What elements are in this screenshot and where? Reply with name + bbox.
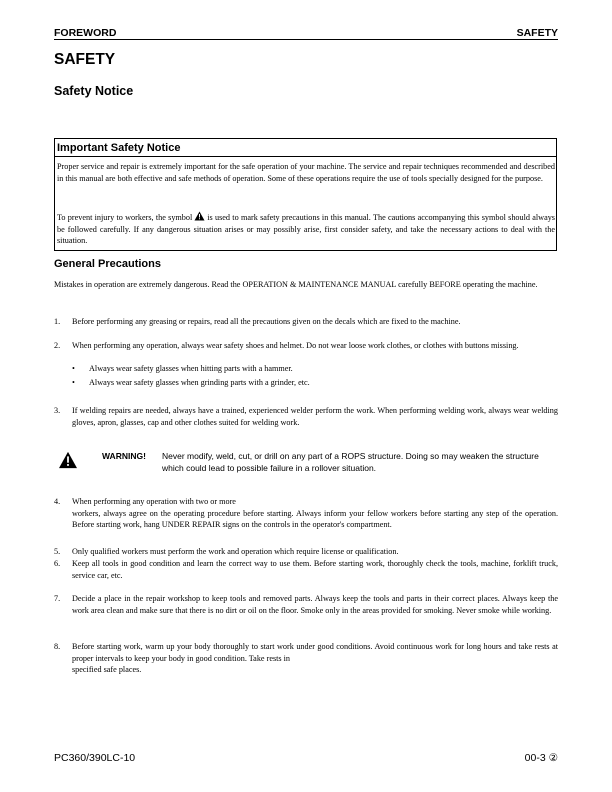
notice-p2-after: is used to mark safety precautions in this manual. The cautions accompanying this symbol should always be followed carefully. If any dangerous situation arises or may possibly arise, first consider safety, and take the necessary actions to deal with the situation. bbox=[57, 213, 555, 245]
warning-label: WARNING! bbox=[102, 451, 146, 461]
important-safety-notice-box bbox=[54, 138, 557, 251]
notice-paragraph-1: Proper service and repair is extremely important for the safe operation of your machine. The service and repair techniques recommended and described in this manual are both effective and safe methods of operation. Some of these operations require the use of tools specially designed for the purpose. bbox=[57, 162, 555, 183]
header-section: FOREWORD bbox=[54, 27, 117, 39]
page-header bbox=[54, 27, 558, 40]
notice-title: Important Safety Notice bbox=[55, 139, 556, 157]
warning-triangle-icon bbox=[194, 211, 205, 221]
footer-model: PC360/390LC-10 bbox=[54, 752, 136, 764]
page-title: SAFETY bbox=[54, 51, 116, 68]
item8-tail: specified safe places. bbox=[72, 665, 142, 674]
footer-page-number: 00-3 ② bbox=[524, 752, 558, 764]
warning-text: Never modify, weld, cut, or drill on any part of a ROPS structure. Doing so may weaken the structure which could lead to possible failure in a rollover situation. bbox=[162, 451, 539, 473]
notice-paragraph-2 bbox=[57, 211, 555, 247]
general-precautions-title: General Precautions bbox=[54, 258, 161, 270]
header-topic: SAFETY bbox=[516, 27, 558, 39]
item8-main: Before starting work, warm up your body thoroughly to start work under good conditions. Avoid continuous work for long hours and take rests at proper intervals to keep your body in good condition. Take rests in bbox=[72, 642, 558, 663]
warning-triangle-icon bbox=[58, 451, 78, 469]
page-subtitle: Safety Notice bbox=[54, 84, 134, 98]
general-intro: Mistakes in operation are extremely dangerous. Read the OPERATION & MAINTENANCE MANUAL carefully BEFORE operating the machine. bbox=[54, 280, 538, 289]
item4-line1: When performing any operation with two or more bbox=[72, 497, 236, 506]
item4-rest: workers, always agree on the operating procedure before starting. Always inform your fellow workers before starting any step of the operation. Before starting work, hang UNDER REPAIR signs on the controls in the operator's compartment. bbox=[72, 508, 558, 529]
notice-p2-before: To prevent injury to workers, the symbol bbox=[57, 213, 193, 222]
